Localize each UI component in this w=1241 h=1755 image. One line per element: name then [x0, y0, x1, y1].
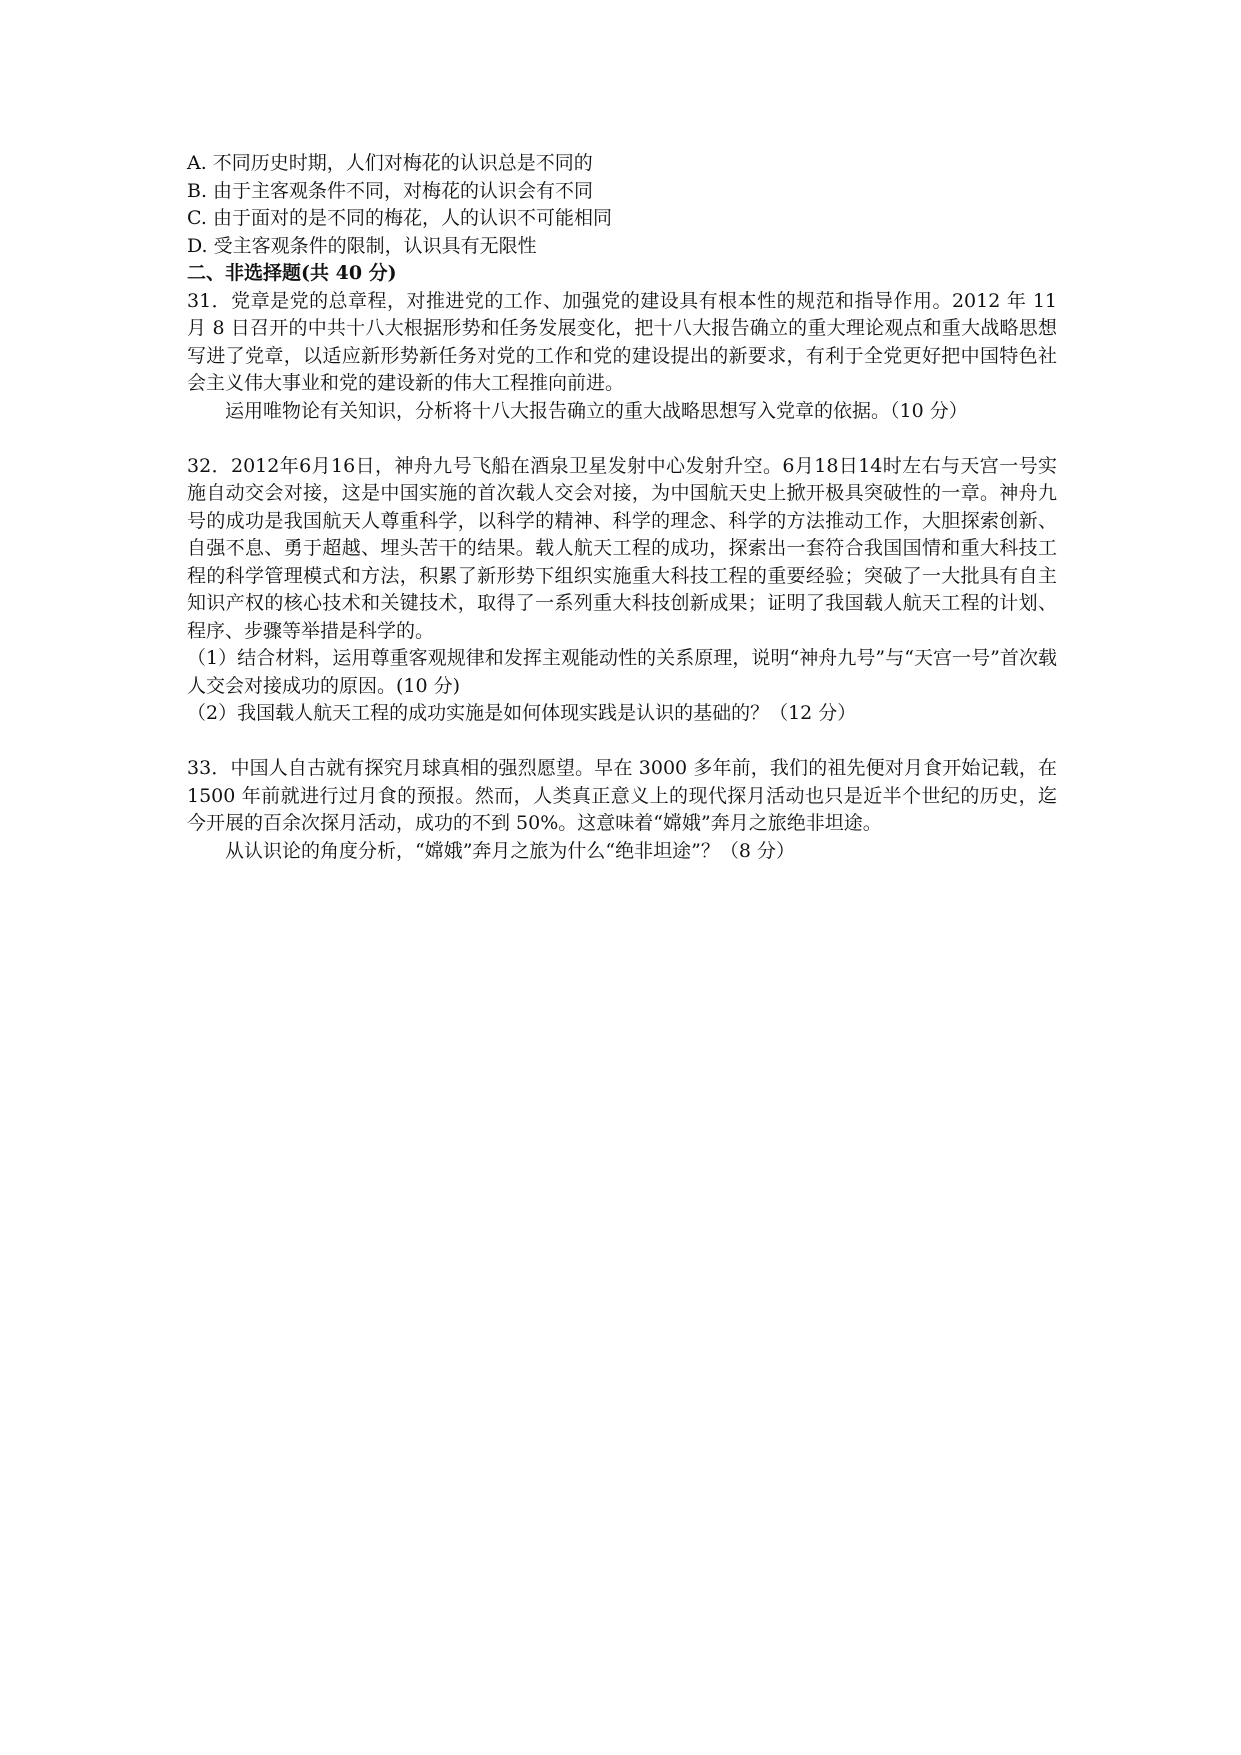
q31-question: 运用唯物论有关知识，分析将十八大报告确立的重大战略思想写入党章的依据。（10 分） — [225, 399, 968, 422]
q33-material: 33．中国人自古就有探究月球真相的强烈愿望。早在 3000 多年前，我们的祖先便对月食开始记载，在 1500 年前就进行过月食的预报。然而，人类真正意义上的现代探月活动也只是近半个世纪的历史，迄今开展的百余次探月活动，成功的不到 50%。这意味着“嫦娥”奔月之旅绝非坦途。 — [187, 757, 1057, 834]
spacer — [187, 728, 1057, 756]
option-d: D. 受主客观条件的限制，认识具有无限性 — [187, 234, 537, 257]
option-a: A. 不同历史时期，人们对梅花的认识总是不同的 — [187, 152, 593, 174]
section-heading: 二、非选择题(共 40 分) — [187, 262, 397, 284]
q32-sub-question-2: （2）我国载人航天工程的成功实施是如何体现实践是认识的基础的？（12 分） — [187, 702, 857, 724]
q32-sub-question-1: （1）结合材料，运用尊重客观规律和发挥主观能动性的关系原理，说明“神舟九号”与“天宫一号”首次载人交会对接成功的原因。(10 分) — [187, 647, 1057, 697]
q33-question: 从认识论的角度分析，“嫦娥”奔月之旅为什么“绝非坦途”？（8 分） — [225, 839, 795, 862]
spacer — [187, 425, 1057, 453]
exam-page — [187, 150, 1057, 865]
q31-material: 31．党章是党的总章程，对推进党的工作、加强党的建设具有根本性的规范和指导作用。2012 年 11 月 8 日召开的中共十八大根据形势和任务发展变化，把十八大报告确立的重大理论观点和重大战略思想写进了党章，以适应新形势新任务对党的工作和党的建设提出的新要求，有利于全党更好把中国特色社会主义伟大事业和党的建设新的伟大工程推向前进。 — [187, 289, 1057, 394]
q32-material: 32．2012年6月16日，神舟九号飞船在酒泉卫星发射中心发射升空。6月18日14时左右与天宫一号实施自动交会对接，这是中国实施的首次载人交会对接，为中国航天史上掀开极具突破性的一章。神舟九号的成功是我国航天人尊重科学，以科学的精神、科学的理念、科学的方法推动工作，大胆探索创新、自强不息、勇于超越、埋头苦干的结果。载人航天工程的成功，探索出一套符合我国国情和重大科技工程的科学管理模式和方法，积累了新形势下组织实施重大科技工程的重要经验；突破了一大批具有自主知识产权的核心技术和关键技术，取得了一系列重大科技创新成果；证明了我国载人航天工程的计划、程序、步骤等举措是科学的。 — [187, 454, 1057, 642]
option-c: C. 由于面对的是不同的梅花，人的认识不可能相同 — [187, 207, 612, 229]
option-b: B. 由于主客观条件不同，对梅花的认识会有不同 — [187, 179, 594, 202]
